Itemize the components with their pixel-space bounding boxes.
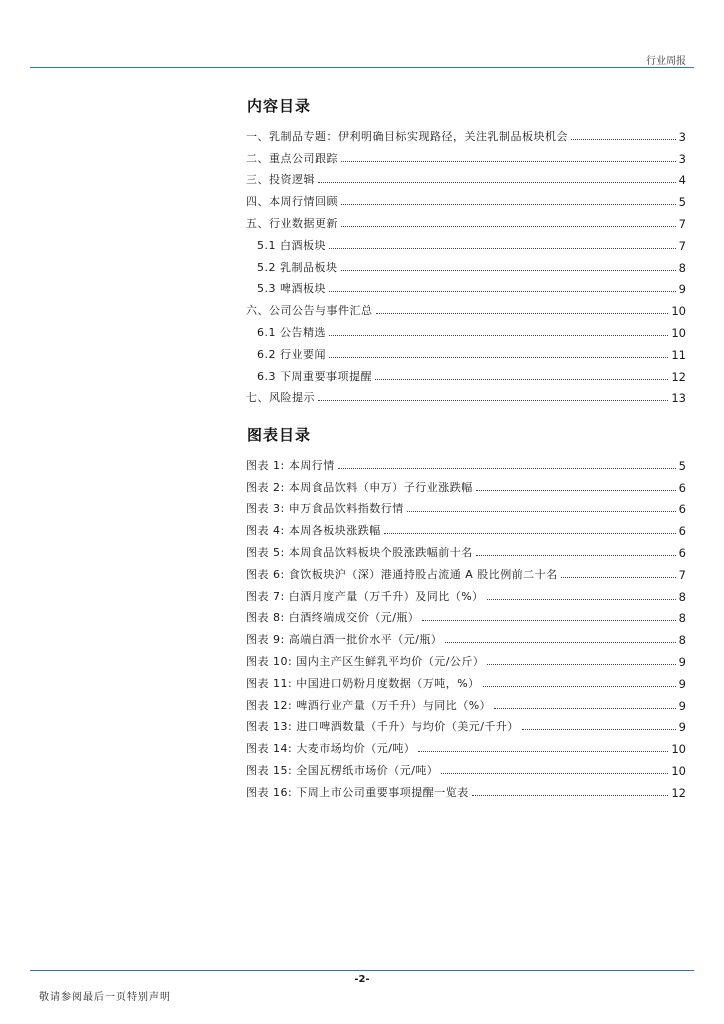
toc-entry[interactable] xyxy=(246,166,686,188)
footer-disclaimer: 敬请参阅最后一页特别声明 xyxy=(39,992,171,1003)
dot-leader xyxy=(441,773,668,774)
toc-entry-label: 七、风险提示 xyxy=(246,391,315,405)
toc-entry-label: 6.3 下周重要事项提醒 xyxy=(257,369,372,383)
figure-entry-page: 6 xyxy=(678,502,686,517)
toc-entry-page: 5 xyxy=(678,195,686,210)
toc-entry-page: 7 xyxy=(678,216,686,231)
figure-entry-label: 图表 1: 本周行情 xyxy=(246,458,335,472)
figure-entry[interactable] xyxy=(246,647,686,669)
toc-entry-page: 3 xyxy=(678,129,686,144)
figure-list-title: 图表目录 xyxy=(247,426,312,444)
figure-entry[interactable] xyxy=(246,495,686,517)
toc-entry[interactable] xyxy=(246,384,686,406)
toc-entry-page: 10 xyxy=(671,304,686,319)
figure-entry[interactable] xyxy=(246,516,686,538)
figure-entry-page: 8 xyxy=(678,633,686,648)
figure-list xyxy=(246,451,686,800)
toc-entry[interactable] xyxy=(246,275,686,297)
toc-entry[interactable] xyxy=(246,253,686,275)
dot-leader xyxy=(341,270,676,271)
toc-entry-label: 三、投资逻辑 xyxy=(246,173,315,187)
figure-entry-page: 7 xyxy=(678,567,686,582)
figure-entry-page: 9 xyxy=(678,654,686,669)
header-divider xyxy=(30,67,694,68)
figure-entry-label: 图表 13: 进口啤酒数量（千升）与均价（美元/千升） xyxy=(246,720,519,734)
dot-leader xyxy=(375,379,668,380)
toc-entry[interactable] xyxy=(246,144,686,166)
toc-entry-page: 13 xyxy=(671,391,686,406)
toc-entry-label: 5.1 白酒板块 xyxy=(257,238,326,252)
dot-leader xyxy=(318,400,668,401)
figure-entry-page: 9 xyxy=(678,720,686,735)
toc-entry-label: 5.2 乳制品板块 xyxy=(257,260,338,274)
figure-entry[interactable] xyxy=(246,756,686,778)
dot-leader xyxy=(472,795,669,796)
toc-title: 内容目录 xyxy=(247,97,312,115)
figure-entry-label: 图表 5: 本周食品饮料板块个股涨跌幅前十名 xyxy=(246,545,473,559)
dot-leader xyxy=(318,182,676,183)
dot-leader xyxy=(407,511,676,512)
figure-entry[interactable] xyxy=(246,713,686,735)
dot-leader xyxy=(494,708,676,709)
figure-entry-page: 6 xyxy=(678,480,686,495)
figure-entry-label: 图表 10: 国内主产区生鲜乳平均价（元/公斤） xyxy=(246,654,485,668)
dot-leader xyxy=(522,729,676,730)
toc-entry-page: 9 xyxy=(678,282,686,297)
dot-leader xyxy=(329,335,668,336)
dot-leader xyxy=(445,642,675,643)
figure-entry-page: 6 xyxy=(678,545,686,560)
figure-entry-label: 图表 12: 啤酒行业产量（万千升）与同比（%） xyxy=(246,698,492,712)
toc-entry[interactable] xyxy=(246,209,686,231)
figure-entry-label: 图表 3: 申万食品饮料指数行情 xyxy=(246,502,404,516)
figure-entry-label: 图表 9: 高端白酒一批价水平（元/瓶） xyxy=(246,633,443,647)
figure-entry[interactable] xyxy=(246,734,686,756)
footer-divider xyxy=(30,970,694,971)
dot-leader xyxy=(422,620,675,621)
toc-entry-page: 8 xyxy=(678,260,686,275)
figure-entry-page: 10 xyxy=(671,742,686,757)
toc-entry-page: 7 xyxy=(678,238,686,253)
toc-entry[interactable] xyxy=(246,122,686,144)
toc-entry-label: 5.3 啤酒板块 xyxy=(257,282,326,296)
figure-entry-page: 9 xyxy=(678,698,686,713)
toc-entry[interactable] xyxy=(246,362,686,384)
toc-entry-page: 11 xyxy=(671,347,686,362)
figure-entry-label: 图表 4: 本周各板块涨跌幅 xyxy=(246,524,381,538)
dot-leader xyxy=(418,751,668,752)
figure-entry[interactable] xyxy=(246,778,686,800)
dot-leader xyxy=(341,226,676,227)
dot-leader xyxy=(341,204,676,205)
figure-entry[interactable] xyxy=(246,604,686,626)
figure-entry[interactable] xyxy=(246,691,686,713)
dot-leader xyxy=(476,555,676,556)
toc-entry-label: 五、行业数据更新 xyxy=(246,216,338,230)
figure-entry-label: 图表 15: 全国瓦楞纸市场价（元/吨） xyxy=(246,763,439,777)
figure-entry[interactable] xyxy=(246,451,686,473)
figure-entry-label: 图表 6: 食饮板块沪（深）港通持股占流通 A 股比例前二十名 xyxy=(246,567,558,581)
figure-entry-page: 8 xyxy=(678,589,686,604)
dot-leader xyxy=(329,291,676,292)
toc-entry-label: 6.2 行业要闻 xyxy=(257,347,326,361)
dot-leader xyxy=(376,313,669,314)
figure-entry-page: 10 xyxy=(671,763,686,778)
figure-entry[interactable] xyxy=(246,560,686,582)
dot-leader xyxy=(483,686,676,687)
page-number: -2- xyxy=(354,974,370,985)
figure-entry-page: 8 xyxy=(678,611,686,626)
dot-leader xyxy=(338,468,676,469)
header-label: 行业周报 xyxy=(646,56,686,67)
toc-entry[interactable] xyxy=(246,340,686,362)
figure-entry-label: 图表 7: 白酒月度产量（万千升）及同比（%） xyxy=(246,589,484,603)
dot-leader xyxy=(476,490,676,491)
figure-entry[interactable] xyxy=(246,538,686,560)
figure-entry-page: 9 xyxy=(678,676,686,691)
toc-entry[interactable] xyxy=(246,296,686,318)
dot-leader xyxy=(561,577,676,578)
toc-entry-label: 一、乳制品专题：伊利明确目标实现路径，关注乳制品板块机会 xyxy=(246,129,568,143)
toc-entry-label: 六、公司公告与事件汇总 xyxy=(246,304,373,318)
toc-entry-label: 6.1 公告精选 xyxy=(257,325,326,339)
figure-entry[interactable] xyxy=(246,473,686,495)
figure-entry[interactable] xyxy=(246,582,686,604)
toc-entry-label: 四、本周行情回顾 xyxy=(246,195,338,209)
toc-entry[interactable] xyxy=(246,231,686,253)
dot-leader xyxy=(341,161,676,162)
figure-entry-label: 图表 14: 大麦市场均价（元/吨） xyxy=(246,742,416,756)
figure-entry-page: 12 xyxy=(671,785,686,800)
dot-leader xyxy=(329,357,668,358)
figure-entry-label: 图表 11: 中国进口奶粉月度数据（万吨，%） xyxy=(246,676,480,690)
figure-entry-label: 图表 16: 下周上市公司重要事项提醒一览表 xyxy=(246,785,469,799)
dot-leader xyxy=(487,664,675,665)
toc-entry-page: 12 xyxy=(671,369,686,384)
toc-entry-page: 3 xyxy=(678,151,686,166)
toc-entry[interactable] xyxy=(246,318,686,340)
figure-entry-label: 图表 8: 白酒终端成交价（元/瓶） xyxy=(246,611,420,625)
figure-entry[interactable] xyxy=(246,625,686,647)
figure-entry-page: 6 xyxy=(678,524,686,539)
dot-leader xyxy=(487,599,676,600)
dot-leader xyxy=(329,248,676,249)
toc-entry[interactable] xyxy=(246,187,686,209)
toc-entry-label: 二、重点公司跟踪 xyxy=(246,151,338,165)
toc-entry-page: 4 xyxy=(678,173,686,188)
figure-entry-label: 图表 2: 本周食品饮料（申万）子行业涨跌幅 xyxy=(246,480,473,494)
dot-leader xyxy=(571,139,676,140)
dot-leader xyxy=(384,533,676,534)
figure-entry[interactable] xyxy=(246,669,686,691)
toc-entry-page: 10 xyxy=(671,325,686,340)
toc-list xyxy=(246,122,686,405)
figure-entry-page: 5 xyxy=(678,458,686,473)
